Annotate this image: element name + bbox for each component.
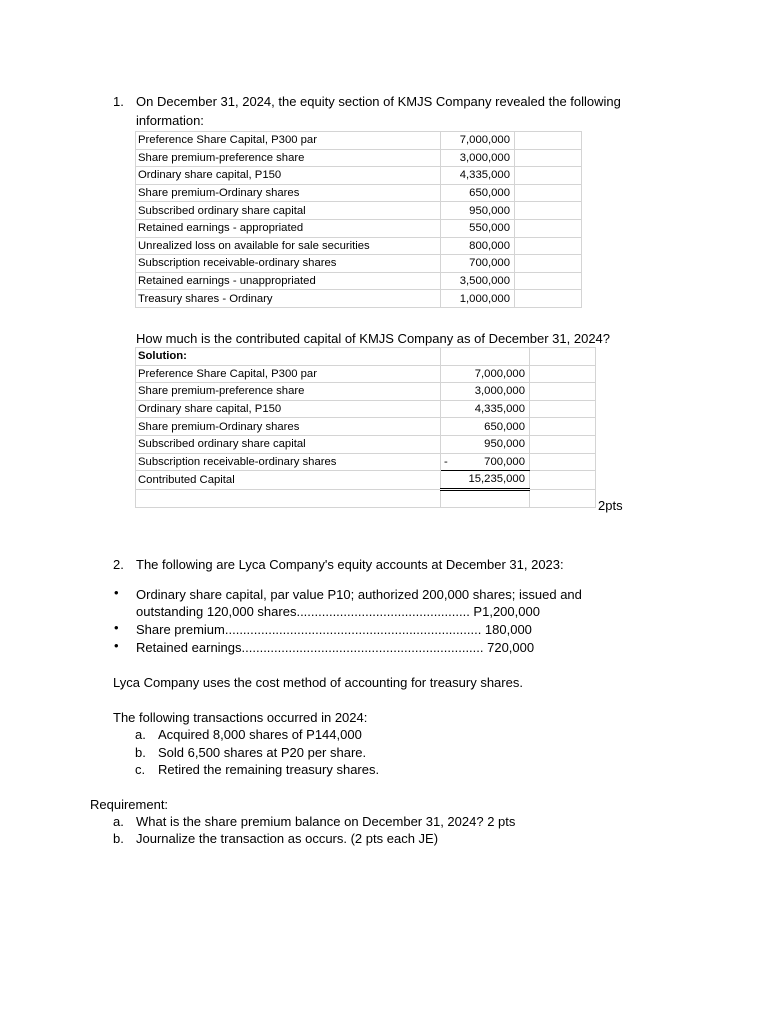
empty-cell <box>530 418 596 436</box>
tx-mark: b. <box>135 745 146 760</box>
q2-transactions-intro: The following transactions occurred in 2024: <box>113 710 368 725</box>
row-value: 7,000,000 <box>441 365 530 383</box>
requirement-title: Requirement: <box>90 797 169 812</box>
row-label: Share premium-preference share <box>136 149 441 167</box>
q2-intro: The following are Lyca Company's equity accounts at December 31, 2023: <box>136 557 564 572</box>
empty-cell <box>136 489 441 508</box>
table-row <box>136 219 582 237</box>
row-label: Treasury shares - Ordinary <box>136 290 441 308</box>
tx-text: Retired the remaining treasury shares. <box>158 762 380 777</box>
q2-bullet-2: Share premium....................................................................... 180,000 <box>136 622 532 637</box>
row-value: 4,335,000 <box>441 167 515 185</box>
row-label: Share premium-Ordinary shares <box>136 184 441 202</box>
row-label: Subscription receivable-ordinary shares <box>136 255 441 273</box>
empty-cell <box>530 348 596 366</box>
table-row <box>136 435 596 453</box>
q2-bullet-1-line1: Ordinary share capital, par value P10; authorized 200,000 shares; issued and <box>136 587 582 602</box>
table-row <box>136 149 582 167</box>
table-row <box>136 132 582 150</box>
empty-cell <box>515 149 582 167</box>
tx-text: Sold 6,500 shares at P20 per share. <box>158 745 367 760</box>
bullet-icon: • <box>114 620 119 635</box>
empty-cell <box>530 471 596 490</box>
q1-question: How much is the contributed capital of KMJS Company as of December 31, 2024? <box>136 331 611 346</box>
q1-solution-table <box>135 347 596 508</box>
q2-method: Lyca Company uses the cost method of accounting for treasury shares. <box>113 675 523 690</box>
row-label: Subscribed ordinary share capital <box>136 435 441 453</box>
row-label: Retained earnings - unappropriated <box>136 272 441 290</box>
empty-cell <box>515 255 582 273</box>
table-row <box>136 383 596 401</box>
table-row <box>136 237 582 255</box>
empty-cell <box>515 272 582 290</box>
q1-points: 2pts <box>598 498 623 513</box>
tx-mark: a. <box>135 727 146 742</box>
row-value: 3,500,000 <box>441 272 515 290</box>
empty-cell <box>515 132 582 150</box>
row-label: Subscription receivable-ordinary shares <box>136 453 441 471</box>
req-mark: a. <box>113 814 124 829</box>
q2-bullet-1-line2: outstanding 120,000 shares................................................ P1,200,000 <box>136 604 540 619</box>
table-row <box>136 290 582 308</box>
row-value: 800,000 <box>441 237 515 255</box>
table-row <box>136 184 582 202</box>
row-value: 650,000 <box>441 418 530 436</box>
table-row <box>136 400 596 418</box>
row-value: 950,000 <box>441 202 515 220</box>
bullet-icon: • <box>114 638 119 653</box>
empty-cell <box>515 290 582 308</box>
table-row <box>136 348 596 366</box>
row-value: 1,000,000 <box>441 290 515 308</box>
row-value: 650,000 <box>441 184 515 202</box>
table-row <box>136 365 596 383</box>
table-row <box>136 418 596 436</box>
tx-text: Acquired 8,000 shares of P144,000 <box>158 727 362 742</box>
table-row <box>136 471 596 490</box>
empty-cell <box>515 184 582 202</box>
row-label: Preference Share Capital, P300 par <box>136 132 441 150</box>
row-label: Subscribed ordinary share capital <box>136 202 441 220</box>
req-text: Journalize the transaction as occurs. (2 pts each JE) <box>136 831 439 846</box>
total-value: 15,235,000 <box>441 471 530 490</box>
row-label: Contributed Capital <box>136 471 441 490</box>
minus-sign: - <box>444 455 448 468</box>
table-row <box>136 489 596 508</box>
q1-equity-table <box>135 131 582 308</box>
empty-cell <box>515 202 582 220</box>
empty-cell <box>515 237 582 255</box>
row-value: 700,000 <box>441 255 515 273</box>
solution-header: Solution: <box>136 348 441 366</box>
req-mark: b. <box>113 831 124 846</box>
row-value: 550,000 <box>441 219 515 237</box>
empty-cell <box>515 167 582 185</box>
table-row <box>136 453 596 471</box>
req-text: What is the share premium balance on December 31, 2024? 2 pts <box>136 814 516 829</box>
row-label: Preference Share Capital, P300 par <box>136 365 441 383</box>
empty-cell <box>515 219 582 237</box>
row-label: Ordinary share capital, P150 <box>136 400 441 418</box>
empty-cell <box>530 383 596 401</box>
table-row <box>136 272 582 290</box>
q1-number: 1. <box>113 94 124 109</box>
empty-cell <box>441 489 530 508</box>
q2-number: 2. <box>113 557 124 572</box>
empty-cell <box>530 489 596 508</box>
row-label: Unrealized loss on available for sale securities <box>136 237 441 255</box>
empty-cell <box>530 400 596 418</box>
row-label: Share premium-Ordinary shares <box>136 418 441 436</box>
empty-cell <box>530 453 596 471</box>
table-row <box>136 202 582 220</box>
empty-cell <box>530 435 596 453</box>
row-label: Share premium-preference share <box>136 383 441 401</box>
row-value: 7,000,000 <box>441 132 515 150</box>
row-label: Retained earnings - appropriated <box>136 219 441 237</box>
empty-cell <box>530 365 596 383</box>
row-value-cell <box>441 453 530 471</box>
row-value: 700,000 <box>484 455 525 468</box>
q2-bullet-3: Retained earnings................................................................... 720,000 <box>136 640 535 655</box>
row-value: 950,000 <box>441 435 530 453</box>
row-label: Ordinary share capital, P150 <box>136 167 441 185</box>
table-row <box>136 255 582 273</box>
row-value: 3,000,000 <box>441 383 530 401</box>
table-row <box>136 167 582 185</box>
empty-cell <box>441 348 530 366</box>
q1-intro-line2: information: <box>136 113 204 128</box>
row-value: 4,335,000 <box>441 400 530 418</box>
q1-intro-line1: On December 31, 2024, the equity section of KMJS Company revealed the following <box>136 94 621 109</box>
bullet-icon: • <box>114 585 119 600</box>
tx-mark: c. <box>135 762 146 777</box>
row-value: 3,000,000 <box>441 149 515 167</box>
